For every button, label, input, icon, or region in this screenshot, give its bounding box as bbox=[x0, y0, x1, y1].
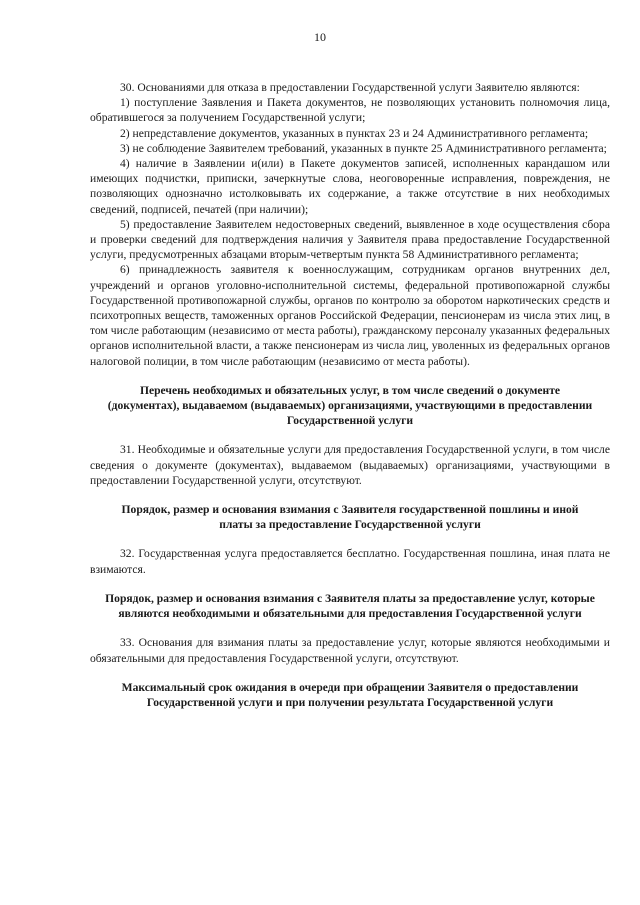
heading-queue-time: Максимальный срок ожидания в очереди при обращении Заявителя о предоставлении Государственной услуги и при получении результата Государственной услуги bbox=[121, 680, 579, 709]
paragraph-30-item-6: 6) принадлежность заявителя к военнослужащим, сотрудникам органов внутренних дел, учреждений и органов уголовно-исполнительной системы, федеральной противопожарной службы Государственной противопожарной службы, органов по контролю за оборотом наркотических средств и психотропных веществ, таможенных органов Российской Федерации, пенсионерам из числа этих лиц, в том числе работающим (независимо от места работы), гражданскому персоналу указанных федеральных органов исполнительной власти, а также пенсионерам из числа лиц, уволенных из федеральных органов налоговой полиции, в том числе работающим (независимо от места работы). bbox=[90, 263, 610, 368]
paragraph-30-item-4: 4) наличие в Заявлении и(или) в Пакете документов записей, исполненных карандашом или имеющих подчистки, приписки, зачеркнутые слова, неоговоренные исправления, повреждения, не позволяющих однозначно истолковывать их содержание, а также отсутствие в них необходимых сведений, подписей, печатей (при наличии); bbox=[90, 157, 610, 216]
paragraph-31: 31. Необходимые и обязательные услуги для предоставления Государственной услуги, в том числе сведения о документе (документах), выдаваемом (выдаваемых) организациями, участвующими в предоставлении Государственной услуги, отсутствуют. bbox=[90, 443, 610, 487]
heading-state-fee: Порядок, размер и основания взимания с Заявителя государственной пошлины и иной платы за предоставление Государственной услуги bbox=[121, 503, 579, 532]
heading-service-fee: Порядок, размер и основания взимания с Заявителя платы за предоставление услуг, которые являются необходимыми и обязательными для предоставления Государственной услуги bbox=[105, 591, 595, 621]
paragraph-32: 32. Государственная услуга предоставляется бесплатно. Государственная пошлина, иная плата не взимаются. bbox=[90, 547, 610, 576]
paragraph-30-item-2: 2) непредставление документов, указанных в пунктах 23 и 24 Административного регламента; bbox=[120, 126, 589, 140]
page-number: 10 bbox=[314, 30, 326, 44]
paragraph-30: 30. Основаниями для отказа в предоставлении Государственной услуги Заявителю являются: bbox=[120, 81, 580, 94]
heading-required-services: Перечень необходимых и обязательных услуг, в том числе сведений о документе (документах), выдаваемом (выдаваемых) организациями, участвующими в предоставлении Государственной услуги bbox=[107, 383, 593, 428]
document-body bbox=[90, 80, 610, 710]
paragraph-30-item-1: 1) поступление Заявления и Пакета документов, не позволяющих установить полномочия лица, обратившегося за получением Государственной услуги; bbox=[90, 96, 610, 125]
paragraph-33: 33. Основания для взимания платы за предоставление услуг, которые являются необходимыми и обязательными для предоставления Государственной услуги, отсутствуют. bbox=[90, 636, 610, 665]
paragraph-30-item-5: 5) предоставление Заявителем недостоверных сведений, выявленное в ходе осуществления сбора и проверки сведений для подтверждения наличия у Заявителя права предоставление Государственной услуги, предусмотренных абзацами вторым-четвертым пункта 58 Административного регламента; bbox=[90, 217, 610, 262]
paragraph-30-item-3: 3) не соблюдение Заявителем требований, указанных в пункте 25 Административного регламента; bbox=[120, 141, 607, 155]
